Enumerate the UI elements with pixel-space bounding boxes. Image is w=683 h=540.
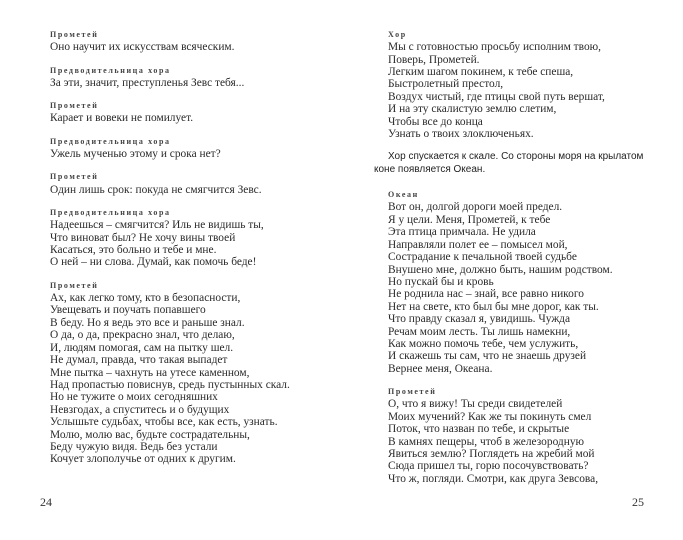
verse-line: Беду чужую видя. Ведь без устали xyxy=(50,440,218,453)
right-page-text xyxy=(374,29,664,496)
speaker-name: Предводительница хора xyxy=(50,65,171,75)
speech-block xyxy=(50,136,290,161)
verse-line: О ней – ни слова. Думай, как помочь беде! xyxy=(50,256,257,269)
verse-line: В камнях пещеры, чтоб в железородную xyxy=(388,435,585,448)
verse-line: Чтобы все до конца xyxy=(388,115,483,128)
verse-line: Мне пытка – чахнуть на утесе каменном, xyxy=(50,366,250,379)
speech-block xyxy=(388,386,664,485)
verse-line: И на эту скалистую землю слетим, xyxy=(388,103,557,116)
page-number: 25 xyxy=(632,495,644,509)
stage-direction: Хор спускается к скале. Со стороны моря на крылатом коне появляется Океан. xyxy=(374,151,644,175)
verse-line: Молю, молю вас, будьте сострадательны, xyxy=(50,428,250,441)
verse-line: Один лишь срок: покуда не смягчится Зевс. xyxy=(50,183,262,196)
verse-line: Поверь, Прометей. xyxy=(388,53,480,66)
verse-line: Сострадание к печальной твоей судьбе xyxy=(388,251,577,264)
verse-line: Надеешься – смягчится? Иль не видишь ты, xyxy=(50,219,264,232)
verse-line: Вернее меня, Океана. xyxy=(388,362,493,375)
speech-block xyxy=(388,29,664,140)
verse-line: Явиться землю? Поглядеть на жребий мой xyxy=(388,447,595,460)
verse-line: Ужель мученью этому и срока нет? xyxy=(50,148,221,161)
speech-block xyxy=(50,65,290,90)
verse-line: Речам моим лесть. Ты лишь намекни, xyxy=(388,325,571,338)
verse-line: О да, о да, прекрасно знал, что делаю, xyxy=(50,329,235,342)
verse-line: Увещевать и поучать попавшего xyxy=(50,304,206,317)
verse-line: И скажешь ты сам, что не знаешь друзей xyxy=(388,350,587,363)
verse-line: Но пускай бы и кровь xyxy=(388,275,494,288)
verse-line: Невзгодах, а спуститесь и о будущих xyxy=(50,403,230,416)
speaker-name: Предводительница хора xyxy=(50,208,171,218)
speaker-name: Прометей xyxy=(50,280,99,290)
verse-line: Я у цели. Меня, Прометей, к тебе xyxy=(388,213,551,226)
verse-line: О, что я вижу! Ты среди свидетелей xyxy=(388,398,563,411)
verse-line: Как можно помочь тебе, чем услужить, xyxy=(388,337,579,350)
verse-line: Вот он, долгой дороги моей предел. xyxy=(388,201,563,214)
verse-line: Карает и вовеки не помилует. xyxy=(50,112,194,125)
speaker-name: Прометей xyxy=(50,101,99,111)
speech-block xyxy=(388,189,664,375)
verse-line: Узнать о твоих злоключеньях. xyxy=(388,128,534,141)
verse-line: Касаться, это больно и тебе и мне. xyxy=(50,244,217,257)
speaker-name: Предводительница хора xyxy=(50,136,171,146)
verse-line: Не роднила нас – знай, все равно никого xyxy=(388,288,584,301)
verse-line: Над пропастью повиснув, средь пустынных скал. xyxy=(50,378,290,391)
left-page-text xyxy=(50,29,290,477)
verse-line: Эта птица примчала. Не удила xyxy=(388,226,536,239)
verse-line: Легким шагом покинем, к тебе спеша, xyxy=(388,66,574,79)
speaker-name: Прометей xyxy=(50,30,99,39)
left-page xyxy=(0,0,341,540)
verse-line: Нет на свете, кто был бы мне дорог, как ты. xyxy=(388,300,599,313)
speaker-name: Прометей xyxy=(50,172,99,182)
speaker-name: Прометей xyxy=(388,387,437,397)
verse-line: Что правду сказал я, увидишь. Чужда xyxy=(388,313,571,326)
verse-line: Быстролетный престол, xyxy=(388,78,504,91)
verse-line: Внушено мне, должно быть, нашим родством. xyxy=(388,263,613,276)
verse-line: Ах, как легко тому, кто в безопасности, xyxy=(50,292,241,305)
verse-line: Не думал, правда, что такая выпадет xyxy=(50,354,228,367)
verse-line: Поток, что назван по тебе, и скрытые xyxy=(388,423,570,436)
verse-line: Направляли полет ее – помысел мой, xyxy=(388,238,568,251)
speech-block xyxy=(50,207,290,269)
speech-block xyxy=(50,100,290,125)
speech-block xyxy=(50,29,290,54)
verse-line: Воздух чистый, где птицы свой путь вершат, xyxy=(388,90,605,103)
verse-line: Но не тужите о моих сегодняшних xyxy=(50,391,218,404)
verse-line: И, людям помогая, сам на пытку шел. xyxy=(50,341,234,354)
verse-line: Услышьте судьбах, чтобы все, как есть, узнать. xyxy=(50,416,278,429)
verse-line: Оно научит их искусствам всяческим. xyxy=(50,41,235,54)
verse-line: Что виноват был? Не хочу вины твоей xyxy=(50,231,236,244)
verse-line: Что ж, погляди. Смотри, как друга Зевсова, xyxy=(388,472,599,485)
verse-line: Мы с готовностью просьбу исполним твою, xyxy=(388,41,602,54)
verse-line: За эти, значит, преступленья Зевс тебя... xyxy=(50,76,245,89)
speech-block xyxy=(50,280,290,466)
verse-line: В беду. Но я ведь это все и раньше знал. xyxy=(50,316,245,329)
verse-line: Сюда пришел ты, горю посочувствовать? xyxy=(388,460,589,473)
speech-block xyxy=(50,171,290,196)
page-number: 24 xyxy=(40,495,52,509)
speaker-name: Хор xyxy=(388,30,407,39)
right-page xyxy=(342,0,683,540)
verse-line: Кочует злополучье от одних к другим. xyxy=(50,453,236,466)
verse-line: Моих мучений? Как же ты покинуть смел xyxy=(388,410,592,423)
speaker-name: Океан xyxy=(388,190,419,200)
